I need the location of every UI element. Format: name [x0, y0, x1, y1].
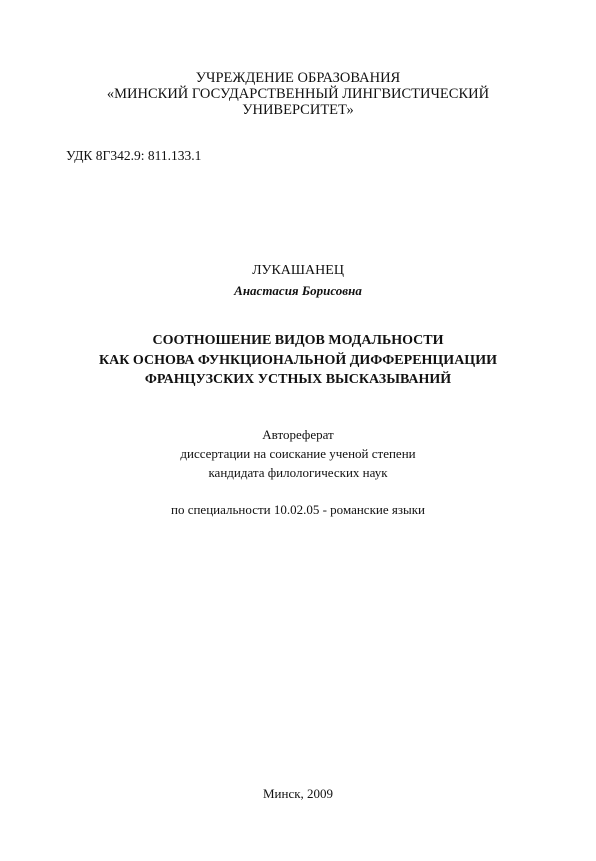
- author-surname: ЛУКАШАНЕЦ: [252, 263, 344, 278]
- degree-line-2: кандидата филологических наук: [208, 465, 388, 480]
- institution-line-3: УНИВЕРСИТЕТ»: [242, 102, 354, 118]
- specialty: по специальности 10.02.05 - романские языки: [171, 502, 425, 517]
- institution-line-2: «МИНСКИЙ ГОСУДАРСТВЕННЫЙ ЛИНГВИСТИЧЕСКИЙ: [106, 86, 490, 102]
- city-year: Минск, 2009: [262, 786, 334, 801]
- institution-line-1: УЧРЕЖДЕНИЕ ОБРАЗОВАНИЯ: [195, 70, 401, 86]
- title-line-3: ФРАНЦУЗСКИХ УСТНЫХ ВЫСКАЗЫВАНИЙ: [144, 372, 452, 387]
- title-line-1: СООТНОШЕНИЕ ВИДОВ МОДАЛЬНОСТИ: [152, 333, 444, 348]
- degree-line-1: диссертации на соискание ученой степени: [180, 446, 416, 461]
- author-given-names: Анастасия Борисовна: [234, 283, 362, 298]
- title-line-2: КАК ОСНОВА ФУНКЦИОНАЛЬНОЙ ДИФФЕРЕНЦИАЦИИ: [99, 353, 497, 368]
- udk-code: УДК 8Г342.9: 811.133.1: [66, 148, 202, 163]
- document-type: Автореферат: [262, 427, 334, 442]
